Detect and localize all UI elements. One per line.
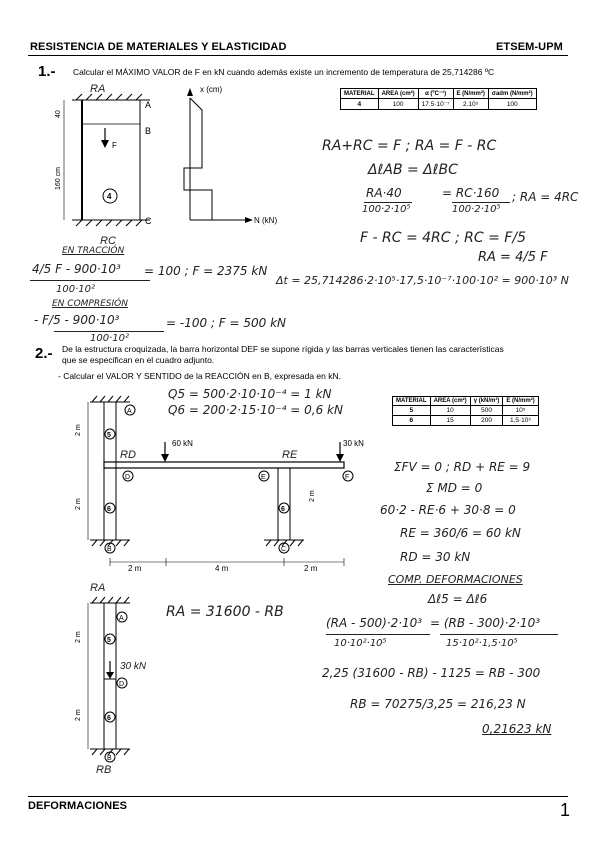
p2-q6: Q6 = 200·2·15·10⁻⁴ = 0,6 kN xyxy=(168,403,343,417)
fb-dim-bottom: 2 m xyxy=(75,709,82,721)
school-name: ETSEM-UPM xyxy=(496,41,563,53)
p2-ra: RA = 31600 - RB xyxy=(166,604,284,620)
fb-node-b: B xyxy=(107,755,112,762)
span-2: 4 m xyxy=(215,564,229,573)
force-label: F xyxy=(112,141,117,150)
span-3: 2 m xyxy=(304,564,318,573)
node-e: E xyxy=(261,474,266,481)
table-cell: 17.5·10⁻⁷ xyxy=(418,99,453,110)
table-header: AREA (cm²) xyxy=(378,89,418,99)
point-c: C xyxy=(145,216,152,226)
table-header: E (N/mm²) xyxy=(503,397,538,406)
table-cell: 15 xyxy=(430,416,470,426)
problem2-properties-table xyxy=(392,396,539,426)
problem2-number: 2.- xyxy=(35,345,53,362)
p1-eq2: ΔℓAB = ΔℓBC xyxy=(368,162,458,178)
p2-eq9: 2,25 (31600 - RB) - 1125 = RB - 300 xyxy=(322,666,541,680)
table-row xyxy=(393,416,539,426)
dim-h-top: 2 m xyxy=(75,424,82,436)
p2-eq2: Σ MD = 0 xyxy=(426,481,483,495)
bar6-right-label: 6 xyxy=(281,506,285,513)
p2-eq8a: (RA - 500)·2·10³ xyxy=(326,616,423,630)
problem2-diagram xyxy=(60,390,380,580)
fb-node-a: A xyxy=(119,615,124,622)
table-row xyxy=(393,406,539,416)
bottom-support xyxy=(72,220,150,226)
table-cell: 200 xyxy=(470,416,503,426)
problem1-diagram xyxy=(50,78,280,258)
bar6-label: 6 xyxy=(107,506,111,513)
load-60: 60 kN xyxy=(172,439,193,448)
p2-eq4: RE = 360/6 = 60 kN xyxy=(400,526,521,540)
point-a: A xyxy=(145,100,152,110)
node-f: F xyxy=(345,474,350,481)
page-number: 1 xyxy=(560,800,571,820)
document-title: RESISTENCIA DE MATERIALES Y ELASTICIDAD xyxy=(30,41,287,53)
p1-eq7c: 100·10² xyxy=(56,284,95,295)
node-d: D xyxy=(125,474,131,481)
problem2-statement-2: que se especifican en el cuadro adjunto. xyxy=(62,355,215,365)
p1-eq8b: = -100 ; F = 500 kN xyxy=(166,316,287,330)
problem1-number: 1.- xyxy=(38,63,56,80)
dim-h-right: 2 m xyxy=(309,490,316,502)
table-header: MATERIAL xyxy=(393,397,431,406)
node-a: A xyxy=(127,408,132,415)
reaction-re: RE xyxy=(282,449,298,461)
fb-load: 30 kN xyxy=(120,661,147,672)
table-cell: 10⁵ xyxy=(503,406,538,416)
table-header: MATERIAL xyxy=(341,89,379,99)
span-1: 2 m xyxy=(128,564,142,573)
p1-eq7a: 4/5 F - 900·10³ xyxy=(32,262,121,276)
bar-number: 4 xyxy=(107,192,112,201)
footer-rule xyxy=(28,796,568,797)
p2-eq11: 0,21623 kN xyxy=(482,722,552,736)
fb-node-d: D xyxy=(119,681,125,688)
p2-q5: Q5 = 500·2·10·10⁻⁴ = 1 kN xyxy=(168,387,332,401)
fb-bar5-label: 5 xyxy=(107,637,111,644)
fb-bar6-label: 6 xyxy=(107,715,111,722)
p2-eq8d: 15·10²·1,5·10⁵ xyxy=(446,638,518,649)
axis-n: N (kN) xyxy=(254,216,278,225)
reaction-top: RA xyxy=(90,83,106,95)
table-cell: 100 xyxy=(488,99,536,110)
p1-eq8c: 100·10² xyxy=(90,333,129,344)
beam-def xyxy=(104,462,344,468)
bar-4 xyxy=(82,100,140,220)
problem2-statement-3: - Calcular el VALOR Y SENTIDO de la REACCIÓN en B, expresada en kN. xyxy=(58,371,341,381)
p1-eq3b: 100·2·10⁵ xyxy=(362,204,411,215)
top-support xyxy=(72,94,150,100)
problem2-statement-1: De la estructura croquizada, la barra horizontal DEF se supone rígida y las barras verticales tienen las características xyxy=(62,344,504,354)
table-header: σadm (N/mm²) xyxy=(488,89,536,99)
reaction-rb: RB xyxy=(96,764,112,776)
p1-eq3a: RA·40 xyxy=(366,186,402,200)
table-header: α (ºC⁻¹) xyxy=(418,89,453,99)
p1-eq3c: = RC·160 xyxy=(442,186,500,200)
table-cell: 4 xyxy=(341,99,379,110)
load-30: 30 kN xyxy=(343,439,364,448)
p2-eq1: ΣFV = 0 ; RD + RE = 9 xyxy=(394,460,531,474)
table-cell: 500 xyxy=(470,406,503,416)
footer-section: DEFORMACIONES xyxy=(28,800,128,812)
p2-eq10: RB = 70275/3,25 = 216,23 N xyxy=(350,697,526,711)
problem2-free-body-diagram xyxy=(60,575,190,780)
p2-eq8c: = (RB - 300)·2·10³ xyxy=(430,616,541,630)
dim-top: 40 xyxy=(55,110,62,118)
table-header: E (N/mm²) xyxy=(453,89,488,99)
table-header: γ (kN/m³) xyxy=(470,397,503,406)
dim-bottom: 160 cm xyxy=(55,167,62,190)
p1-eq6: Δt = 25,714286·2·10⁵·17,5·10⁻⁷·100·10² = 900·10³ N xyxy=(276,274,569,287)
bar-6-left xyxy=(104,468,116,540)
dim-h-bottom: 2 m xyxy=(75,498,82,510)
p1-eq7b: = 100 ; F = 2375 kN xyxy=(144,264,268,278)
p2-eq6: COMP. DEFORMACIONES xyxy=(388,573,523,586)
table-cell: 2.10⁵ xyxy=(453,99,488,110)
p2-eq3: 60·2 - RE·6 + 30·8 = 0 xyxy=(380,503,516,517)
bar5-label: 5 xyxy=(107,432,111,439)
p1-note2: EN COMPRESIÓN xyxy=(52,299,128,309)
p2-eq5: RD = 30 kN xyxy=(400,550,471,564)
table-cell: 100 xyxy=(378,99,418,110)
node-b: B xyxy=(107,546,112,553)
node-c: C xyxy=(281,546,287,553)
table-cell: 10 xyxy=(430,406,470,416)
p2-eq8b: 10·10²·10⁵ xyxy=(334,638,387,649)
fb-dim-top: 2 m xyxy=(75,631,82,643)
p1-note1: EN TRACCIÓN xyxy=(62,246,125,256)
reaction-bottom: RC xyxy=(100,235,116,247)
p1-eq1: RA+RC = F ; RA = F - RC xyxy=(322,138,497,154)
table-cell: 1,5·10⁵ xyxy=(503,416,538,426)
p1-eq3d: 100·2·10⁵ xyxy=(452,204,501,215)
reaction-rd: RD xyxy=(120,449,136,461)
point-b: B xyxy=(145,126,152,136)
axis-x: x (cm) xyxy=(200,85,223,94)
table-cell: 6 xyxy=(393,416,431,426)
table-cell: 5 xyxy=(393,406,431,416)
p1-eq4: F - RC = 4RC ; RC = F/5 xyxy=(360,230,526,246)
p1-eq3e: ; RA = 4RC xyxy=(512,190,579,204)
p1-eq8a: - F/5 - 900·10³ xyxy=(34,313,120,327)
bar-6-right xyxy=(278,468,290,540)
header-rule xyxy=(28,55,568,56)
table-header: AREA (cm²) xyxy=(430,397,470,406)
p2-eq7: Δℓ5 = Δℓ6 xyxy=(428,592,488,606)
problem1-properties-table xyxy=(340,88,537,110)
p1-eq5: RA = 4/5 F xyxy=(478,250,548,265)
reaction-ra: RA xyxy=(90,582,106,594)
problem1-statement: Calcular el MÁXIMO VALOR de F en kN cuando además existe un incremento de temperatura de 25,714286 ºC xyxy=(73,67,495,77)
